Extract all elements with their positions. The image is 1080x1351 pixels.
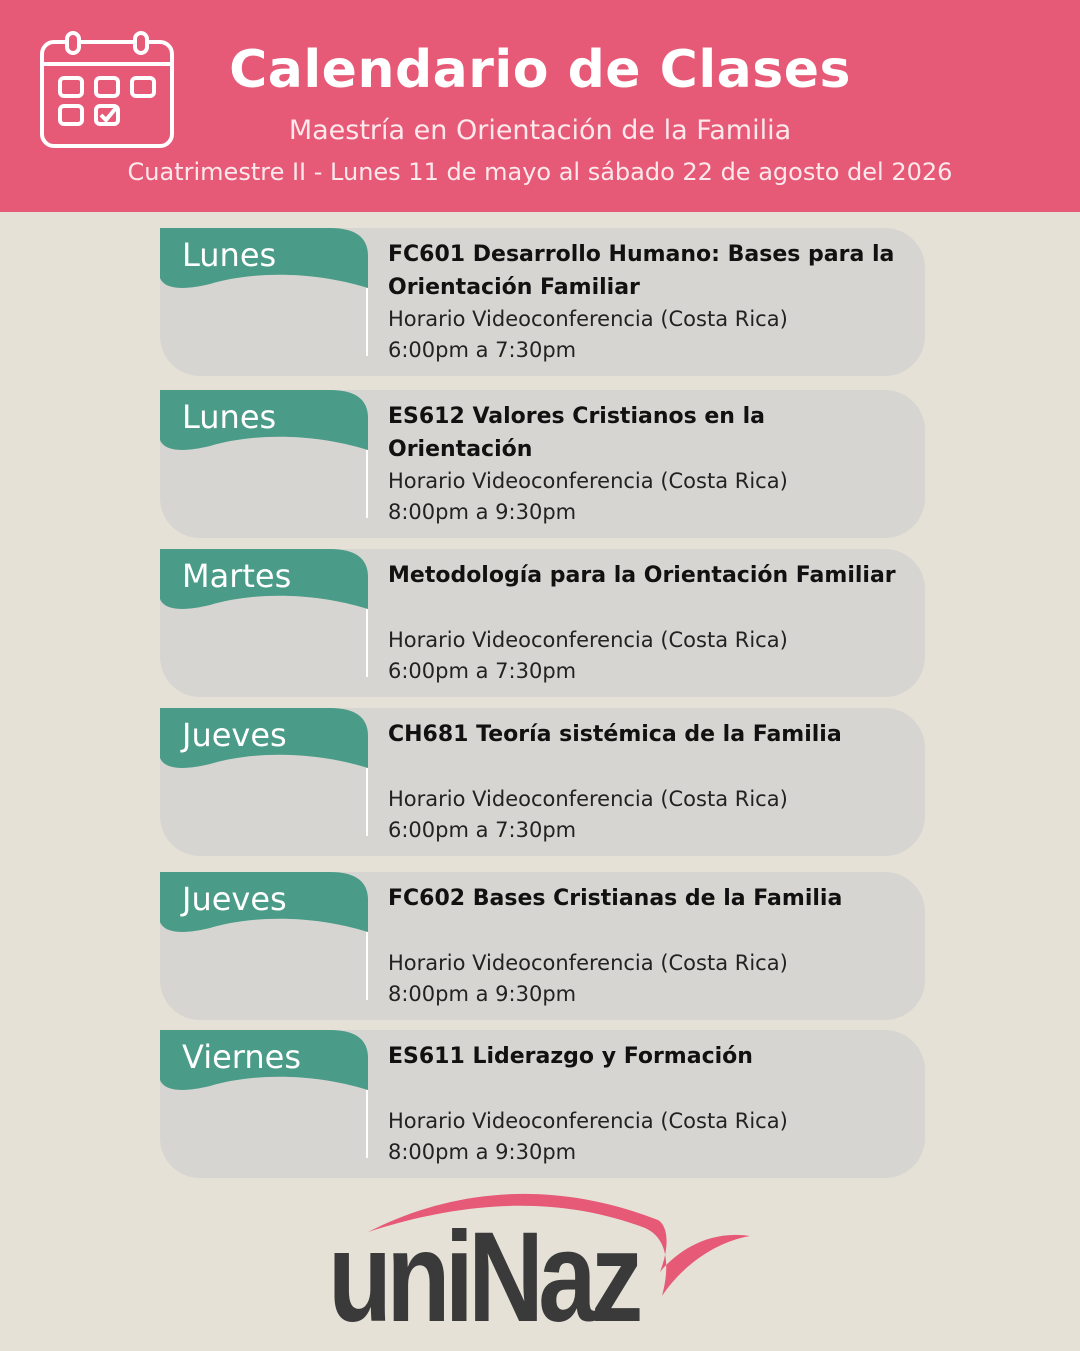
term-dates: Cuatrimestre II - Lunes 11 de mayo al sábado 22 de agosto del 2026 xyxy=(127,158,953,186)
program-subtitle: Maestría en Orientación de la Familia xyxy=(288,115,792,146)
class-card xyxy=(160,228,925,376)
schedule xyxy=(388,1106,905,1168)
schedule xyxy=(388,948,905,1010)
schedule xyxy=(388,625,905,687)
schedule-label: Horario Videoconferencia (Costa Rica) xyxy=(388,1109,788,1133)
class-time: 8:00pm a 9:30pm xyxy=(388,1140,577,1164)
card-divider xyxy=(366,450,368,518)
page-title: Calendario de Clases xyxy=(229,40,851,100)
course-title: ES611 Liderazgo y Formación xyxy=(388,1044,753,1069)
day-label: Lunes xyxy=(182,398,277,436)
schedule-label: Horario Videoconferencia (Costa Rica) xyxy=(388,951,788,975)
schedule-label: Horario Videoconferencia (Costa Rica) xyxy=(388,307,788,331)
course-title: Metodología para la Orientación Familiar xyxy=(388,563,896,588)
class-time: 6:00pm a 7:30pm xyxy=(388,659,577,683)
class-card xyxy=(160,390,925,538)
card-divider xyxy=(366,932,368,1000)
schedule-label: Horario Videoconferencia (Costa Rica) xyxy=(388,787,788,811)
class-time: 6:00pm a 7:30pm xyxy=(388,338,577,362)
class-card xyxy=(160,549,925,697)
class-time: 6:00pm a 7:30pm xyxy=(388,818,577,842)
schedule xyxy=(388,466,905,528)
course-title: FC601 Desarrollo Humano: Bases para la Orientación Familiar xyxy=(388,242,895,300)
class-card xyxy=(160,872,925,1020)
schedule-label: Horario Videoconferencia (Costa Rica) xyxy=(388,628,788,652)
logo-text: uniNaz xyxy=(328,1206,638,1349)
day-label: Viernes xyxy=(182,1038,301,1076)
schedule xyxy=(388,784,905,846)
day-label: Jueves xyxy=(182,716,287,754)
schedule-label: Horario Videoconferencia (Costa Rica) xyxy=(388,469,788,493)
course-title: FC602 Bases Cristianas de la Familia xyxy=(388,886,843,911)
card-divider xyxy=(366,288,368,356)
class-time: 8:00pm a 9:30pm xyxy=(388,500,577,524)
card-divider xyxy=(366,609,368,677)
card-divider xyxy=(366,768,368,836)
calendar-icon xyxy=(38,30,176,150)
header-banner xyxy=(0,0,1080,212)
course-title: ES612 Valores Cristianos en la Orientación xyxy=(388,404,765,462)
day-label: Lunes xyxy=(182,236,277,274)
class-card xyxy=(160,1030,925,1178)
uninaz-logo xyxy=(320,1180,760,1349)
schedule xyxy=(388,304,905,366)
day-label: Martes xyxy=(182,557,292,595)
class-card xyxy=(160,708,925,856)
class-time: 8:00pm a 9:30pm xyxy=(388,982,577,1006)
day-label: Jueves xyxy=(182,880,287,918)
card-divider xyxy=(366,1090,368,1158)
course-title: CH681 Teoría sistémica de la Familia xyxy=(388,722,842,747)
